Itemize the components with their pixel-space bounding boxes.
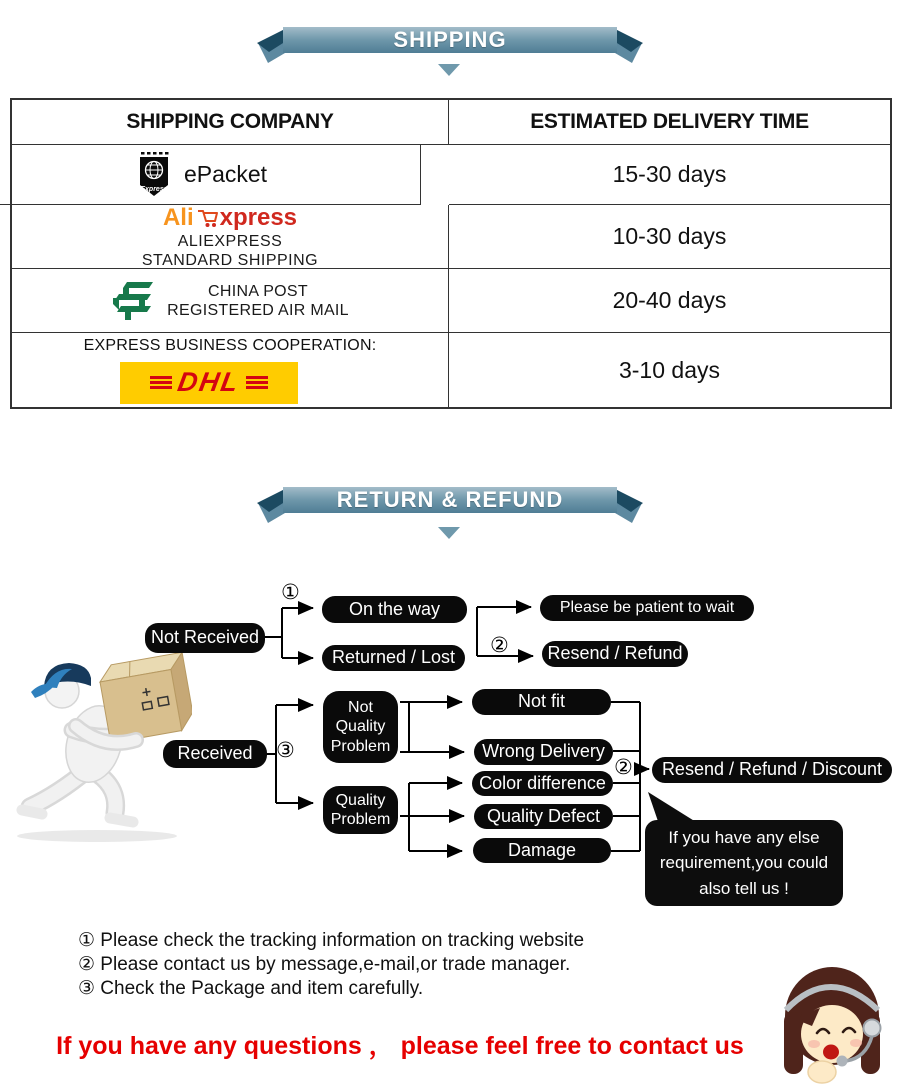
shipping-banner-title: SHIPPING: [393, 27, 507, 52]
shopping-cart-icon: [195, 207, 219, 229]
down-triangle-icon: [438, 527, 460, 539]
dhl-row-caption: EXPRESS BUSINESS COOPERATION:: [83, 336, 377, 354]
node-received: Received: [163, 740, 267, 768]
contact-us-message: If you have any questions ， please feel free to contact us: [56, 1032, 744, 1060]
carrier-name-line2: STANDARD SHIPPING: [141, 251, 319, 269]
speech-bubble: [645, 820, 843, 906]
china-post-logo-icon: [111, 280, 157, 322]
node-not-fit: Not fit: [472, 689, 611, 715]
table-row-epacket: [0, 145, 421, 205]
node-not-quality-problem: Not Quality Problem: [323, 691, 398, 763]
shipping-banner: [255, 16, 645, 68]
return-refund-banner-title: RETURN & REFUND: [336, 487, 564, 512]
node-resend-refund: Resend / Refund: [542, 641, 688, 667]
table-row-dhl: [12, 333, 449, 407]
dhl-logo: [120, 362, 298, 404]
column-header-shipping-company: SHIPPING COMPANY: [12, 100, 449, 145]
aliexpress-logo: [163, 204, 297, 232]
step-3-badge: ③: [276, 738, 295, 762]
note-item-2: ② Please contact us by message,e-mail,or trade manager.: [78, 954, 571, 975]
bubble-line: If you have any else: [668, 827, 820, 847]
step-2-badge: ②: [490, 633, 509, 657]
aliexpress-logo-xpress: xpress: [219, 203, 298, 231]
column-header-delivery-time: ESTIMATED DELIVERY TIME: [449, 100, 890, 145]
customer-service-girl-illustration: [772, 960, 892, 1092]
delivery-time-china-post: 20-40 days: [449, 269, 890, 333]
node-quality-problem: Quality Problem: [323, 786, 398, 834]
return-refund-banner: [255, 476, 645, 528]
carrier-name-line1: CHINA POST: [208, 282, 308, 300]
node-resend-refund-discount: Resend / Refund / Discount: [652, 757, 892, 783]
carrier-name-china-post: [167, 282, 349, 320]
node-damage: Damage: [473, 838, 611, 863]
delivery-time-dhl: 3-10 days: [618, 356, 720, 383]
carrier-name-epacket: ePacket: [183, 161, 268, 187]
node-quality-defect: Quality Defect: [474, 804, 613, 829]
dhl-stripes-icon: [150, 376, 172, 389]
note-item-1: ① Please check the tracking information on tracking website: [78, 930, 585, 951]
note-item-3: ③ Check the Package and item carefully.: [78, 978, 424, 999]
step-1-badge: ①: [281, 580, 300, 604]
node-returned-lost: Returned / Lost: [322, 645, 465, 671]
delivery-time-epacket: 15-30 days: [449, 145, 890, 205]
table-row-aliexpress: [12, 205, 449, 269]
delivery-time-aliexpress: 10-30 days: [449, 205, 890, 269]
aliexpress-logo-ali: Ali: [162, 203, 194, 231]
node-not-received: Not Received: [145, 623, 265, 653]
dhl-stripes-icon: [246, 376, 268, 389]
bubble-line: requirement,you could: [659, 853, 829, 873]
shipping-table: [10, 98, 892, 409]
node-please-wait: Please be patient to wait: [540, 595, 754, 621]
dhl-logo-text: DHL: [175, 367, 243, 397]
node-color-difference: Color difference: [472, 771, 613, 796]
bubble-line: also tell us !: [699, 878, 789, 898]
return-refund-flowchart: [0, 540, 900, 930]
table-row-china-post: [12, 269, 449, 333]
epacket-shield-logo-icon: [137, 152, 171, 198]
notes-list: [78, 929, 584, 1001]
node-on-the-way: On the way: [322, 596, 467, 623]
step-2-badge: ②: [614, 755, 633, 779]
carrier-name-line2: REGISTERED AIR MAIL: [167, 301, 349, 319]
node-wrong-delivery: Wrong Delivery: [474, 739, 613, 765]
epacket-logo-subtext: Express: [140, 185, 168, 193]
down-triangle-icon: [438, 64, 460, 76]
carrier-name-line1: ALIEXPRESS: [177, 232, 283, 250]
